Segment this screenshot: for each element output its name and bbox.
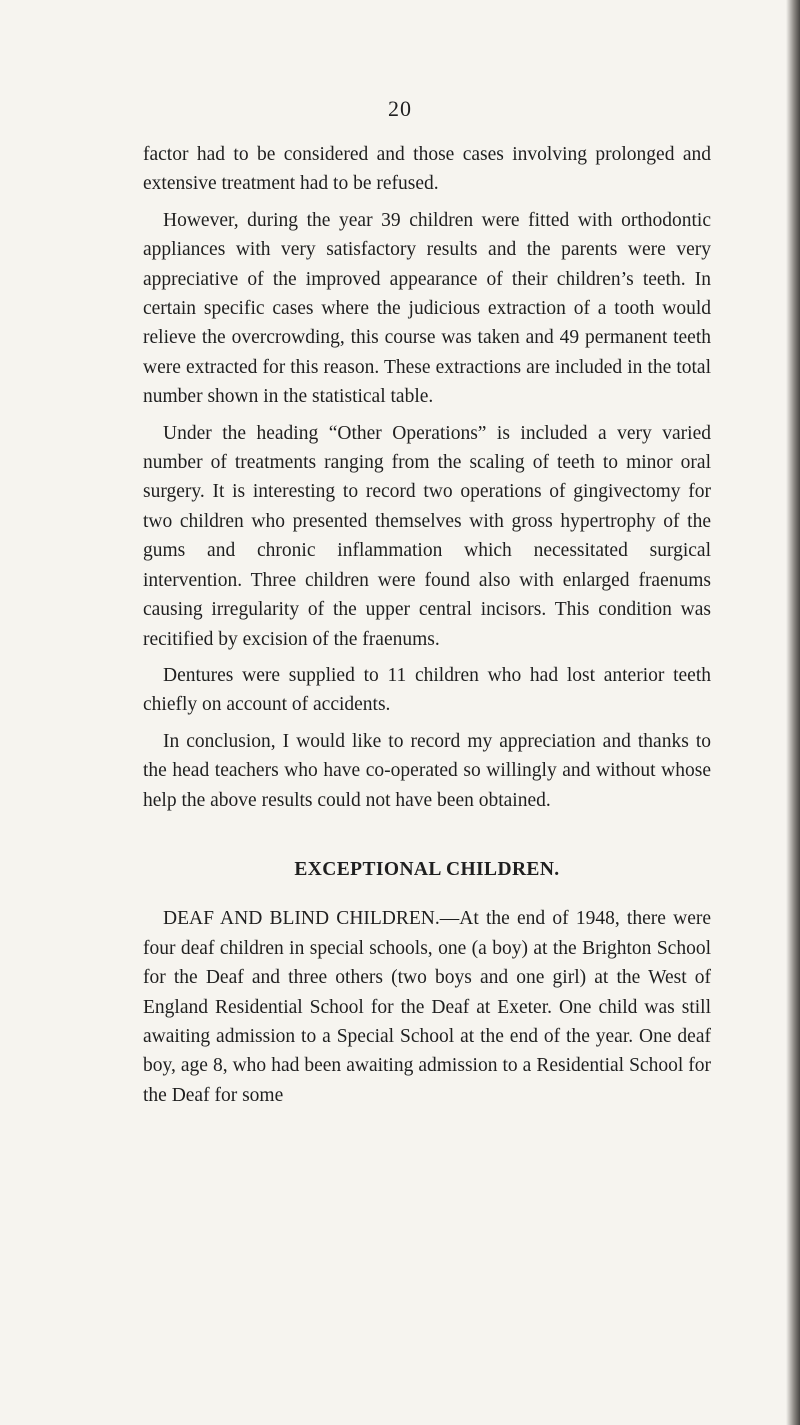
body-text xyxy=(143,140,711,1110)
page-edge-shadow xyxy=(786,0,800,1425)
paragraph-dentures: Dentures were supplied to 11 children who had lost anterior teeth chiefly on account of accidents. xyxy=(143,664,711,716)
paragraph-conclusion: In conclusion, I would like to record my appreciation and thanks to the head teachers who have co-operated so willingly and without whose help the above results could not have been obtained. xyxy=(143,730,711,811)
paragraph-orthodontic: However, during the year 39 children were fitted with orthodontic appliances with very satisfactory results and the parents were very appreciative of the improved appearance of their children’s teeth. In certain specific cases where the judicious extraction of a tooth would relieve the overcrowding, this course was taken and 49 permanent teeth were extracted for this reason. These extractions are included in the total number shown in the statistical table. xyxy=(143,209,711,408)
page-number: 20 xyxy=(388,96,412,121)
section-heading: EXCEPTIONAL CHILDREN. xyxy=(294,858,560,880)
paragraph-other-operations: Under the heading “Other Operations” is included a very varied number of treatments ranging from the scaling of teeth to minor oral surgery. It is interesting to record two operations of gingivectomy for two children who presented themselves with gross hypertrophy of the gums and chronic inflammation which necessitated surgical intervention. Three children were found also with enlarged fraenums causing irregularity of the upper central incisors. This condition was recitified by excision of the fraenums. xyxy=(143,422,711,650)
paragraph-continuation: factor had to be considered and those cases involving prolonged and extensive treatment had to be refused. xyxy=(143,144,711,195)
paragraph-deaf-blind-children: DEAF AND BLIND CHILDREN.—At the end of 1948, there were four deaf children in special schools, one (a boy) at the Brighton School for the Deaf and three others (two boys and one girl) at the West of England Residential School for the Deaf at Exeter. One child was still awaiting admission to a Special School at the end of the year. One deaf boy, age 8, who had been awaiting admission to a Residential School for the Deaf for some xyxy=(143,908,711,1106)
